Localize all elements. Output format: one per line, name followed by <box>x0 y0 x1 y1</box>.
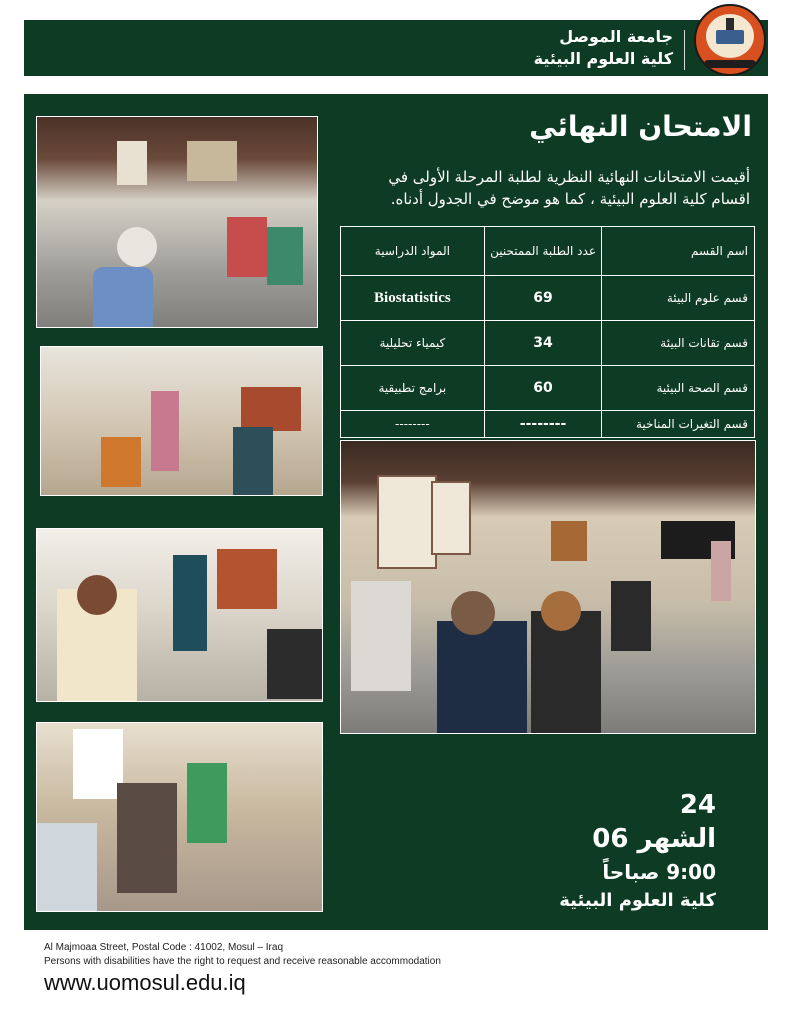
logo-book-icon <box>716 30 744 44</box>
photo-window <box>73 729 123 799</box>
cell-students: 34 <box>484 321 602 366</box>
photo-door <box>117 141 147 185</box>
university-logo <box>694 4 766 76</box>
cell-subject: كيمياء تحليلية <box>341 321 485 366</box>
cell-students: 69 <box>484 276 602 321</box>
photo-student-head <box>451 591 495 635</box>
photo-student-head <box>117 227 157 267</box>
exam-hall-photo-1 <box>36 116 318 328</box>
exam-room-photo-3 <box>36 528 323 702</box>
table-row <box>341 276 755 321</box>
exam-room-photo-4 <box>36 722 323 912</box>
photo-student <box>37 823 97 912</box>
photo-chair <box>611 581 651 651</box>
photo-student-head <box>541 591 581 631</box>
exam-room-photo-2 <box>40 346 323 496</box>
page-title: الامتحان النهائي <box>529 110 752 143</box>
photo-door <box>551 521 587 561</box>
intro-text <box>350 166 750 210</box>
photo-proctor <box>151 391 179 471</box>
footer-address: Al Majmoaa Street, Postal Code : 41002, Mosul – Iraq <box>44 942 284 953</box>
header-text <box>534 26 673 70</box>
photo-student <box>187 763 227 843</box>
intro-line-1: أقيمت الامتحانات النهائية النظرية لطلبة المرحلة الأولى في <box>388 168 750 186</box>
intro-line-2: اقسام كلية العلوم البيئية ، كما هو موضح في الجدول أدناه. <box>390 190 750 208</box>
cell-subject: -------- <box>341 411 485 438</box>
cell-department: قسم علوم البيئة <box>602 276 755 321</box>
photo-student <box>437 621 527 734</box>
exam-hall-photo-5 <box>340 440 756 734</box>
table-row <box>341 411 755 438</box>
photo-student-head <box>77 575 117 615</box>
university-name: جامعة الموصل <box>559 27 673 46</box>
photo-board <box>241 387 301 431</box>
cell-students: -------- <box>484 411 602 438</box>
photo-window <box>431 481 471 555</box>
photo-student <box>93 267 153 327</box>
exam-time: 9:00 صباحاً <box>602 860 716 884</box>
footer-accessibility: Persons with disabilities have the right to request and receive reasonable accommodation <box>44 956 441 967</box>
cell-department: قسم تقانات البيئة <box>602 321 755 366</box>
photo-desk <box>101 437 141 487</box>
table-row <box>341 366 755 411</box>
photo-wall <box>187 141 237 181</box>
photo-proctor <box>711 541 731 601</box>
photo-proctor <box>173 555 207 651</box>
footer-website-link[interactable]: www.uomosul.edu.iq <box>44 970 246 995</box>
header-department: اسم القسم <box>602 227 755 276</box>
college-name: كلية العلوم البيئية <box>533 49 673 68</box>
photo-chair <box>267 629 323 699</box>
photo-student <box>227 217 267 277</box>
header-students: عدد الطلبة الممتحنين <box>484 227 602 276</box>
photo-door <box>217 549 277 609</box>
exam-day: 24 <box>679 790 716 820</box>
table-row <box>341 321 755 366</box>
photo-window <box>377 475 437 569</box>
header-subject: المواد الدراسية <box>341 227 485 276</box>
logo-ring <box>704 60 756 68</box>
cell-department: قسم الصحة البيئية <box>602 366 755 411</box>
table-header-row <box>341 227 755 276</box>
exam-month: الشهر 06 <box>592 824 716 854</box>
exam-place: كلية العلوم البيئية <box>559 890 716 911</box>
cell-department: قسم التغيرات المناخية <box>602 411 755 438</box>
cell-students: 60 <box>484 366 602 411</box>
photo-student <box>233 427 273 496</box>
photo-student <box>351 581 411 691</box>
header-divider <box>684 30 685 70</box>
cell-subject: برامج تطبيقية <box>341 366 485 411</box>
photo-student <box>267 227 303 285</box>
exam-table <box>340 226 755 438</box>
photo-student <box>117 783 177 893</box>
cell-subject: Biostatistics <box>341 276 485 321</box>
